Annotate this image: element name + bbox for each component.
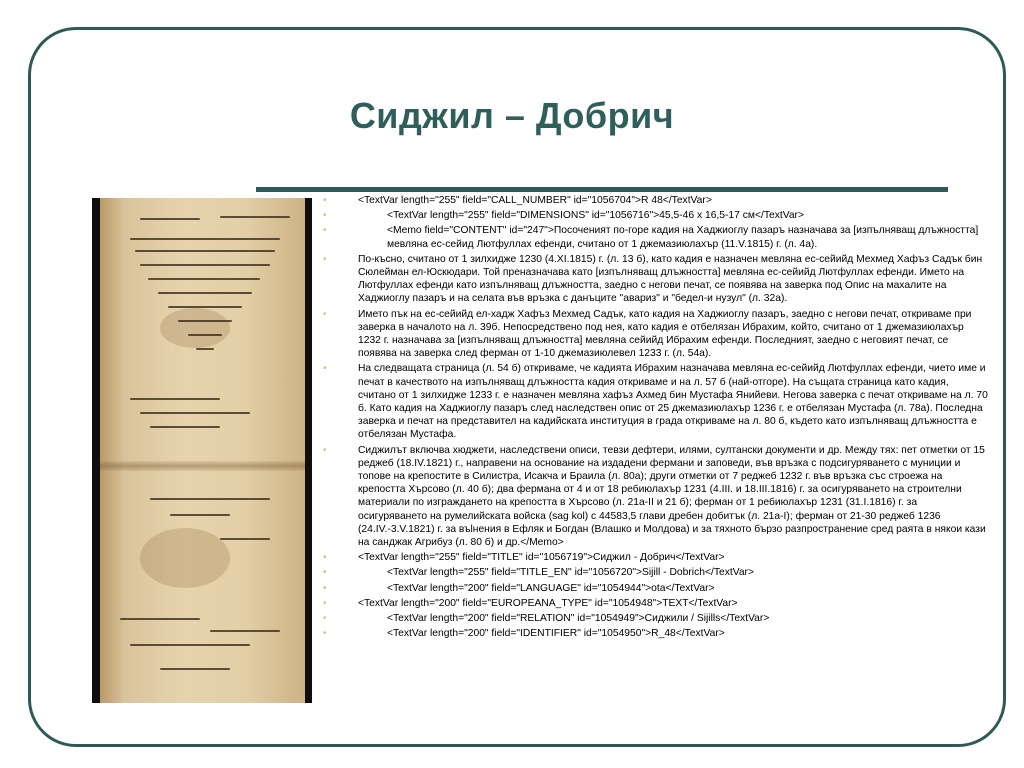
bullet-text: <TextVar length="255" field="DIMENSIONS" id="1056716">45,5-46 x 16,5-17 см</TextVar> <box>387 210 805 222</box>
bullet-text: <TextVar length="200" field="LANGUAGE" id="1054944">ota</TextVar> <box>387 582 715 594</box>
handwriting-stroke <box>130 644 250 646</box>
handwriting-stroke <box>120 618 200 620</box>
handwriting-stroke <box>158 292 252 294</box>
handwriting-stroke <box>150 426 220 428</box>
bullet-text: <TextVar length="200" field="EUROPEANA_TYPE" id="1054948">TEXT</TextVar> <box>358 597 738 609</box>
handwriting-stroke <box>140 412 250 414</box>
bullet-item <box>318 209 988 222</box>
handwriting-stroke <box>220 216 290 218</box>
manuscript-page <box>100 198 305 703</box>
metadata-bullet-list <box>318 194 988 643</box>
page-fold <box>100 461 305 471</box>
handwriting-stroke <box>210 630 280 632</box>
bullet-text: Сиджилът включва хюджети, наследствени описи, тевзи дефтери, илями, султански документи и др. Между тях: пет отметки от 15 реджеб (18.IV.1821) г., направени на основание на издадени фермани и заповеди, във връзка с подсигуряването с муниции и топове на крепостите в Силистра, Исакча и Браила (л. 80а); други отметки от 7 реджеб 1232 г. във връзка със строежа на крепостта Хърсово (л. 40 б); два фермана от 4 и от 18 ребиюлахър 1231 (4.III. и 18.III.1816) г. за осигуряването на строителни материали по изграждането на крепостта в Хърсово (л. 21а-II и 21 б); ферман от 1 ребиюлахър 1231 (31.I.1816) г. за осигуряването на румелийската войска (sag kol) с 44583,5 глави дребен добитък (л. 21а-I); ферман от 21-30 реджеб 1236 (24.IV.-3.V.1821) г. за въlнения в Ефляк и Богдан (Влашко и Молдова) и за тяхното бързо разпространение сред раята в някои кази на санджак Агрибуз (л. 80 б) и др.</Memo> <box>358 444 986 549</box>
bullet-text: <TextVar length="200" field="RELATION" id="1054949">Сиджили / Sijills</TextVar> <box>387 613 770 625</box>
bullet-item <box>318 612 988 625</box>
bullet-text: <TextVar length="255" field="CALL_NUMBER" id="1056704">R 48</TextVar> <box>358 195 712 206</box>
handwriting-stroke <box>140 218 200 220</box>
handwriting-stroke <box>170 514 230 516</box>
bullet-text: <TextVar length="255" field="TITLE" id="1056719">Сиджил - Добрич</TextVar> <box>358 552 725 564</box>
bullet-item <box>318 597 988 610</box>
handwriting-stroke <box>160 668 230 670</box>
bullet-item <box>318 224 988 250</box>
handwriting-stroke <box>178 320 232 322</box>
bullet-item <box>318 582 988 595</box>
handwriting-stroke <box>150 498 270 500</box>
bullet-item <box>318 444 988 550</box>
handwriting-stroke <box>196 348 214 350</box>
bullet-list <box>318 194 988 641</box>
paper-stain <box>160 308 230 348</box>
bullet-item <box>318 362 988 441</box>
handwriting-stroke <box>188 334 222 336</box>
handwriting-stroke <box>135 250 275 252</box>
handwriting-stroke <box>130 238 280 240</box>
handwriting-stroke <box>148 278 260 280</box>
bullet-item <box>318 627 988 640</box>
bullet-text: <Memo field="CONTENT" id="247">Посоченият по-горе кадия на Хаджиоглу пазаръ назначава за [изпълняващ длъжността] мевляна ес-сейид Лютфуллах ефенди, считано от 1 джемазиюлахър (11.V.1815) г. (л. 4а). <box>387 225 979 250</box>
handwriting-stroke <box>140 264 270 266</box>
bullet-text: По-късно, считано от 1 зилхидже 1230 (4.XI.1815) г. (л. 13 б), като кадия е назначен мевляна ес-сейийд Мехмед Хафъз Садък бин Сюлейман ел-Юскюдари. Той преназначава като [изпълняващ длъжността] мевляна ес-сейийд Лютфуллах ефенди. Името на Лютфуллах ефенди като изпълняващ длъжността, заедно с негови печат, се появява на заверка под Опис на махалите на Хаджиоглу пазаръ и на селата във връзка с данъците "авариз" и "бедел-и нузул" (л. 32а). <box>358 253 983 305</box>
slide-title: Сиджил – Добрич <box>349 95 675 136</box>
bullet-text: <TextVar length="200" field="IDENTIFIER" id="1054950">R_48</TextVar> <box>387 628 725 640</box>
bullet-item <box>318 566 988 579</box>
handwriting-stroke <box>130 398 220 400</box>
paper-stain <box>140 528 230 588</box>
bullet-item <box>318 253 988 306</box>
bullet-text: <TextVar length="255" field="TITLE_EN" id="1056720">Sijill - Dobrich</TextVar> <box>387 567 754 579</box>
handwriting-stroke <box>220 538 270 540</box>
bullet-item <box>318 551 988 564</box>
handwriting-stroke <box>168 306 242 308</box>
bullet-text: Името пък на ес-сейийд ел-хадж Хафъз Мехмед Садък, като кадия на Хаджиоглу пазаръ, заедно с негови печат, откриваме при заверка в началото на л. 39б. Непосредствено под нея, като кадия е отбелязан Ибрахим, който, считано от 1 джемазиюлахър 1232 г. назначава за [изпълняващ длъжността] мевляна сейийд Ибрахим ефенди. Последният, заедно с неговият печат, се появява на заверка след ферман от 1-10 джемазиюлевел 1233 г. (л. 54а). <box>358 308 972 360</box>
title-divider <box>256 187 948 192</box>
bullet-item <box>318 308 988 361</box>
manuscript-scan-image <box>92 198 312 703</box>
bullet-item <box>318 194 988 207</box>
bullet-text: На следващата страница (л. 54 б) откриваме, че кадията Ибрахим назначава мевляна ес-сейийд Лютфуллах ефенди, чието име и печат в качеството на изпълняващ длъжността кадия откриваме и на л. 57 б (най-отгоре). На същата страница като кадия, считано от 1 зилхидже 1233 г. е назначен мевляна хафъз Ахмед бин Мустафа Янийеви. Негова заверка с печат откриваме на л. 70 б. Като кадия на Хаджиоглу пазаръ след наследствен опис от 25 джемазиюлахър 1236 г. е отбелязан Мустафа (л. 78а). Последна заверка и печат на представител на кадийската институция в града откриваме на л. 80 б, където като изпълняващ длъжността е отбелязан Мустафа. <box>358 363 988 441</box>
